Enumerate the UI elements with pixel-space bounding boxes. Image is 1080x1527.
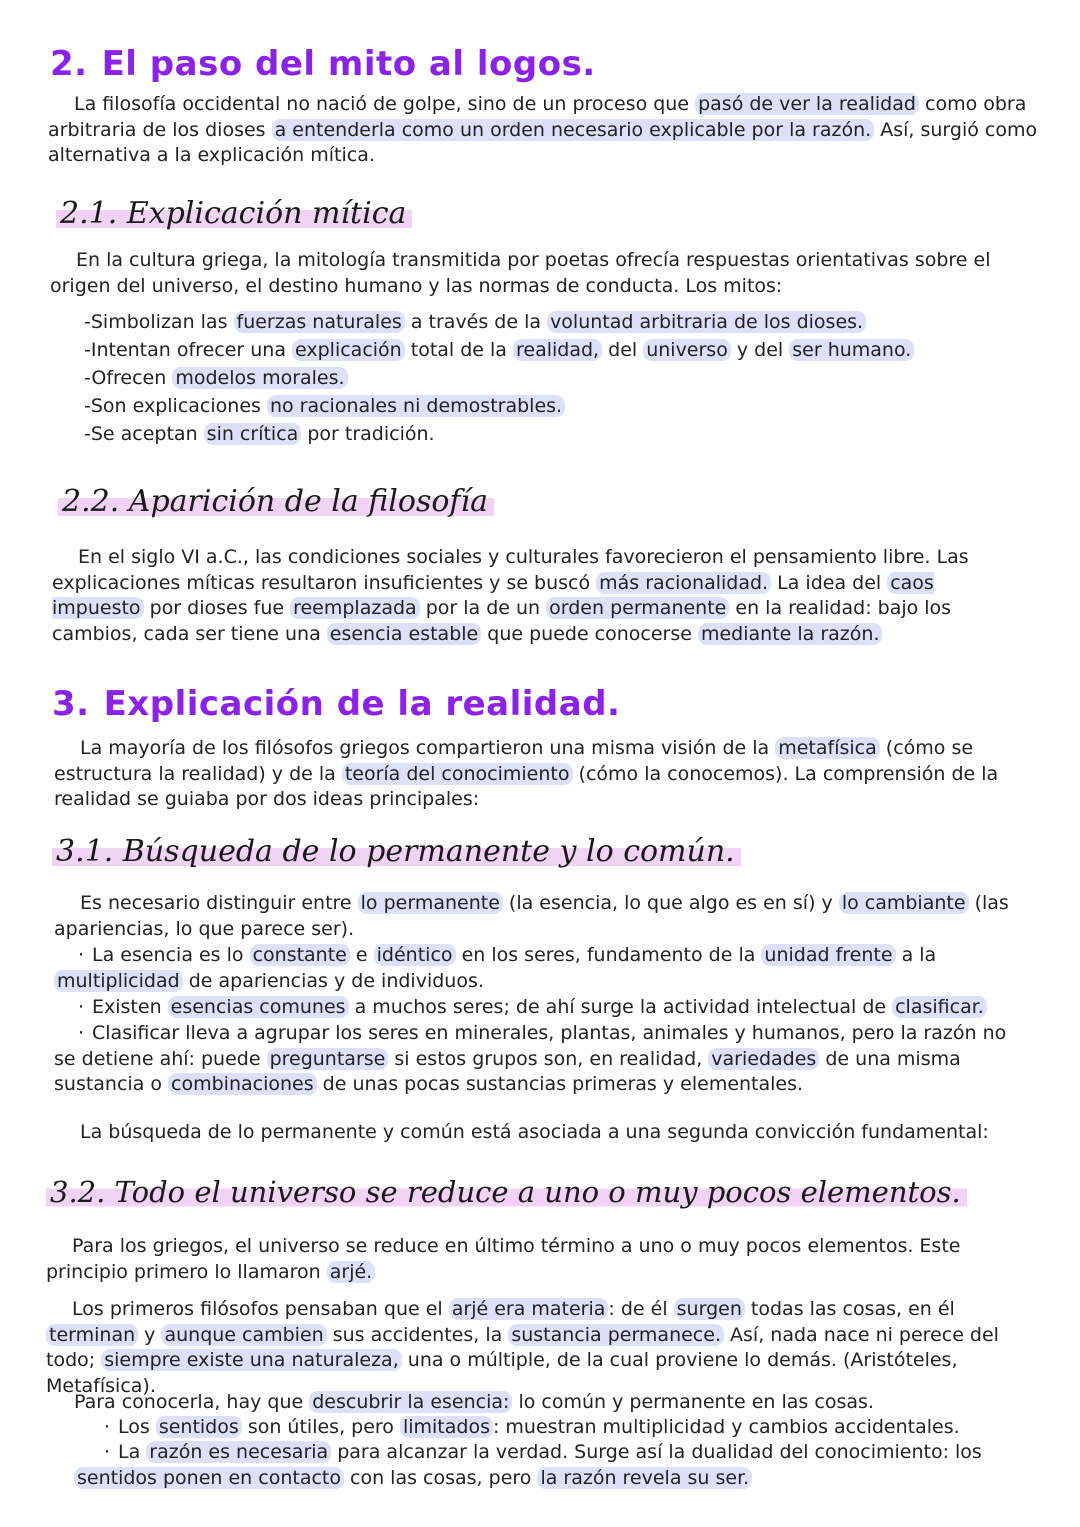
section-2-intro: La filosofía occidental no nació de golpe, sino de un proceso que pasó de ver la realidad como obra arbitraria de los dioses a entenderla como un orden necesario explicable por la razón. Así, surgió como alternativa a la explicación mítica.	[48, 93, 1038, 166]
highlight: pasó de ver la realidad	[695, 93, 919, 115]
section-2-heading	[50, 44, 596, 84]
subsection-2-1-title: 2.1. Explicación mítica	[56, 196, 412, 231]
subsection-3-2-title: 3.2. Todo el universo se reduce a uno o muy pocos elementos.	[46, 1175, 967, 1209]
section-2-number: 2.	[50, 44, 88, 84]
subsection-3-1-closing: La búsqueda de lo permanente y común está asociada a una segunda convicción fundamental:	[80, 1121, 989, 1143]
bullet-reason: · La razón es necesaria para alcanzar la verdad. Surge así la dualidad del conocimiento: los sentidos ponen en contacto con las cosas, pero la razón revela su ser.	[74, 1440, 1024, 1491]
list-item: -Se aceptan sin crítica por tradición.	[84, 423, 435, 445]
section-3-title: Explicación de la realidad.	[103, 684, 621, 724]
list-item: -Simbolizan las fuerzas naturales a través de la voluntad arbitraria de los dioses.	[84, 308, 914, 336]
section-3-heading	[52, 684, 620, 724]
myth-list	[84, 308, 914, 448]
bullet-essence: · La esencia es lo constante e idéntico en los seres, fundamento de la unidad frente a la multiplicidad de apariencias y de individuos.	[54, 943, 1029, 994]
subsection-3-2-paragraph-1: Para los griegos, el universo se reduce en último término a uno o muy pocos elementos. Este principio primero lo llamaron arjé.	[46, 1235, 961, 1283]
subsection-3-1-title: 3.1. Búsqueda de lo permanente y lo común.	[52, 834, 741, 869]
subsection-2-1-paragraph: En la cultura griega, la mitología transmitida por poetas ofrecía respuestas orientativas sobre el origen del universo, el destino humano y las normas de conducta. Los mitos:	[50, 249, 991, 297]
list-item: -Intentan ofrecer una explicación total de la realidad, del universo y del ser humano.	[84, 336, 914, 364]
highlight: a entenderla como un orden necesario explicable por la razón.	[272, 119, 875, 141]
bullet-classify: · Clasificar lleva a agrupar los seres en minerales, plantas, animales y humanos, pero la razón no se detiene ahí: puede preguntarse si estos grupos son, en realidad, variedades de una misma sustancia o combinaciones de unas pocas sustancias primeras y elementales.	[54, 1022, 1007, 1095]
bullet-common-essences: · Existen esencias comunes a muchos seres; de ahí surge la actividad intelectual de clasificar.	[54, 995, 1044, 1021]
subsection-2-2-title: 2.2. Aparición de la filosofía	[58, 484, 494, 519]
subsection-3-1-paragraph: Es necesario distinguir entre lo permanente (la esencia, lo que algo es en sí) y lo cambiante (las apariencias, lo que parece ser).	[54, 892, 1009, 940]
bullet-senses: · Los sentidos son útiles, pero limitados : muestran multiplicidad y cambios accidentales.	[103, 1416, 960, 1438]
list-item: -Ofrecen modelos morales.	[84, 364, 914, 392]
subsection-3-2-paragraph-3: Para conocerla, hay que descubrir la esencia: lo común y permanente en las cosas.	[74, 1391, 874, 1413]
subsection-3-2-paragraph-2: Los primeros filósofos pensaban que el arjé era materia : de él surgen todas las cosas, en él terminan y aunque cambien sus accidentes, la sustancia permanece. Así, nada nace ni perece del todo; siempre existe una naturaleza, una o múltiple, de la cual proviene lo demás. (Aristóteles, Metafísica).	[46, 1298, 999, 1397]
section-3-intro: La mayoría de los filósofos griegos compartieron una misma visión de la metafísica (cómo se estructura la realidad) y de la teoría del conocimiento (cómo la conocemos). La comprensión de la realidad se guiaba por dos ideas principales:	[54, 737, 999, 810]
list-item: -Son explicaciones no racionales ni demostrables.	[84, 392, 914, 420]
section-3-number: 3.	[52, 684, 90, 724]
subsection-2-2-paragraph: En el siglo VI a.C., las condiciones sociales y culturales favorecieron el pensamiento libre. Las explicaciones míticas resultaron insuficientes y se buscó más racionalidad. La idea del caos impuesto por dioses fue reemplazada por la de un orden permanente en la realidad: bajo los cambios, cada ser tiene una esencia estable que puede conocerse mediante la razón.	[52, 546, 969, 645]
section-2-title: El paso del mito al logos.	[101, 44, 596, 84]
